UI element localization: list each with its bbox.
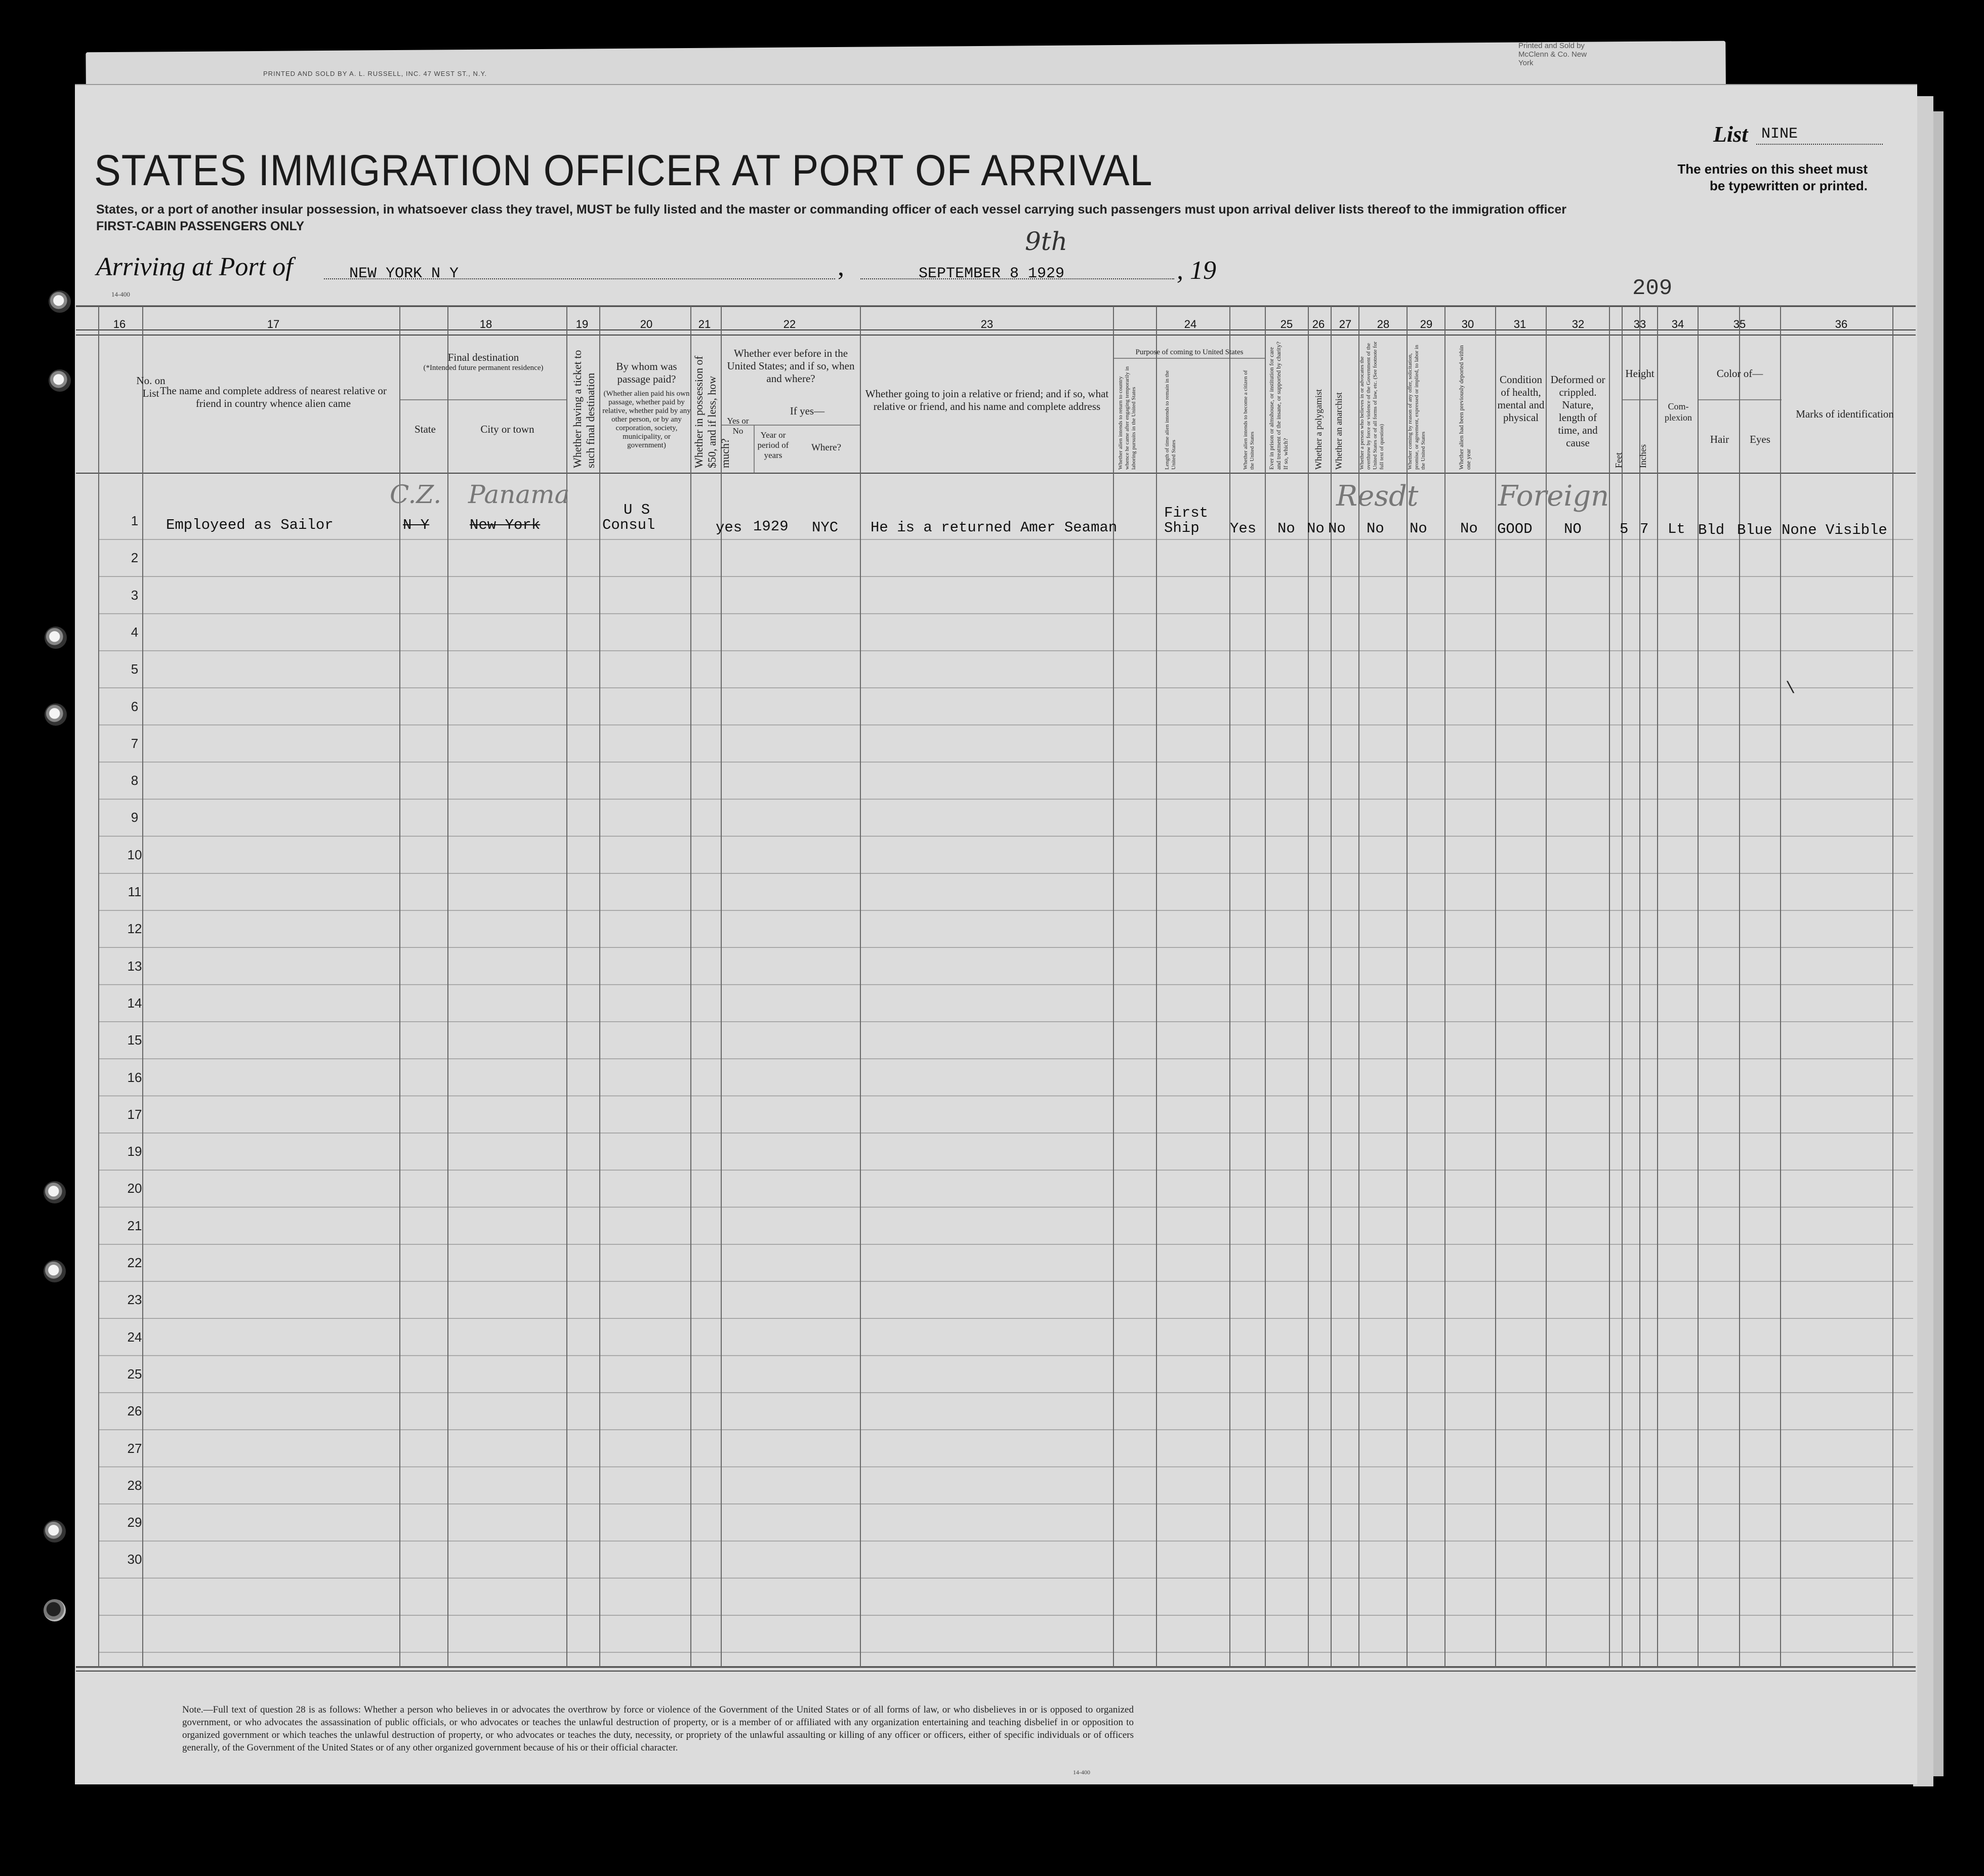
header-marks: Marks of identification [1796, 408, 1894, 420]
row-number: 10 [127, 847, 142, 862]
row-number: 21 [127, 1218, 142, 1233]
year-label: , 19 [1177, 256, 1216, 285]
footnote-question-28: Note.—Full text of question 28 is as follows: Whether a person who believes in or advocates the overthrow by force or violence of the Government of the United States or of all forms of law, or who disbelieves in or is opposed to organized government, or who advocates the assassination of public officials, or who advocates or teaches the unlawful destruction of property, or is a member of or affiliated with any organization entertaining and teaching disbelief in or opposition to organized government or which teaches the unlawful destruction of property, or who advocates or teaches the duty, necessity, or propriety of the unlawful assaulting or killing of any officer or officers, either of specific individuals or of officers generally, of the Government of the United States or of any other organized government because of his or their official character. [182, 1704, 1134, 1753]
page-number: 209 [1632, 276, 1673, 301]
cell-where: NYC [812, 519, 839, 536]
row-number: 17 [127, 1106, 142, 1122]
cell-eyes: Blue [1737, 522, 1772, 538]
header-if-yes: If yes— [790, 405, 825, 417]
header-purpose: Purpose of coming to United States [1135, 348, 1244, 356]
cell-marks: None Visible [1782, 522, 1887, 538]
header-passage-paid [602, 360, 691, 450]
row-number: 3 [131, 587, 139, 603]
column-number: 27 [1339, 318, 1352, 330]
cell-anarchist: No [1328, 520, 1346, 537]
cell-hair: Bld [1698, 522, 1725, 538]
header-where: Where? [811, 442, 842, 453]
handwritten-date-correction: 9th [1025, 227, 1068, 256]
stray-mark: \ [1786, 679, 1796, 698]
header-anarchist: Whether an anarchist [1334, 392, 1344, 470]
row-number: 11 [128, 884, 142, 899]
header-color-of: Color of— [1716, 367, 1763, 380]
column-number: 36 [1835, 318, 1848, 330]
row-number: 20 [127, 1181, 142, 1196]
row-number: 28 [127, 1477, 142, 1493]
year-prefix: 19 [1190, 256, 1216, 285]
column-number: 25 [1280, 318, 1293, 330]
binder-hole [49, 369, 71, 392]
header-nearest-relative: The name and complete address of nearest relative or friend in country whence alien came [160, 385, 387, 409]
binder-hole [44, 1260, 66, 1282]
instructions-text: States, or a port of another insular possession, in whatsoever class they travel, MUST be fully listed and the master or commanding officer of each vessel carrying such passengers must upon arrival deliver lists thereof to the immigration officer [96, 202, 1566, 217]
binder-hole [44, 1181, 66, 1203]
cell-inches: 7 [1640, 521, 1649, 537]
row-number: 15 [127, 1032, 142, 1048]
typewritten-notice-line: be typewritten or printed. [1709, 178, 1868, 193]
cell-length-line1: First [1164, 505, 1209, 521]
header-polygamist: Whether a polygamist [1313, 389, 1324, 470]
arrival-date-value: SEPTEMBER 8 1929 [919, 265, 1065, 282]
header-possession-50: Whether in possession of $50, and if less, how much? [692, 356, 731, 468]
handwritten-foreign: Foreign [1498, 480, 1609, 513]
page-title: STATES IMMIGRATION OFFICER AT PORT OF ARRIVAL [94, 146, 1153, 195]
column-number: 17 [267, 318, 280, 330]
header-hair: Hair [1710, 433, 1729, 445]
cell-labor-offer: No [1410, 520, 1427, 537]
header-final-destination-label: Final destination [447, 351, 519, 363]
header-year-period: Year or period of years [757, 430, 789, 460]
row-number: 14 [127, 995, 142, 1011]
column-number: 34 [1671, 318, 1684, 330]
cell-complexion: Lt [1668, 521, 1685, 537]
row-number: 12 [127, 921, 142, 937]
cell-feet: 5 [1620, 521, 1629, 537]
cell-health: GOOD [1497, 521, 1533, 537]
column-number: 31 [1513, 318, 1526, 330]
cell-deported: No [1460, 520, 1478, 537]
column-number: 28 [1377, 318, 1390, 330]
header-inches: Inches [1638, 444, 1648, 468]
form-number: 14-400 [111, 290, 130, 298]
header-final-destination-note: (*Intended future permanent residence) [423, 364, 544, 372]
header-health: Condition of health, mental and physical [1497, 373, 1545, 424]
footer-form-number: 14-400 [1073, 1769, 1090, 1776]
row-number: 2 [131, 550, 139, 566]
cell-year: 1929 [753, 518, 789, 535]
header-deported: Whether alien had been previously deported within one year [1458, 345, 1472, 470]
column-number: 26 [1312, 318, 1325, 330]
header-complexion: Com-plexion [1665, 401, 1692, 423]
header-ticket: Whether having a ticket to such final destination [571, 350, 597, 468]
column-number: 21 [698, 318, 711, 330]
header-labor-offer: Whether coming by reason of any offer, solicitation, promise, or agreement, expressed or implied, to labor in the United States [1407, 345, 1426, 470]
column-number: 29 [1420, 318, 1433, 330]
back-sheet-printer-text: PRINTED AND SOLD BY A. L. RUSSELL, INC. 47 WEST ST., N.Y. [263, 70, 487, 77]
column-number: 20 [640, 318, 653, 330]
row-number: 19 [127, 1144, 142, 1159]
cabin-class-label: FIRST-CABIN PASSENGERS ONLY [96, 219, 305, 233]
column-number: 19 [575, 318, 589, 330]
header-feet: Feet [1614, 452, 1624, 468]
typewritten-notice-line: The entries on this sheet must [1677, 161, 1868, 177]
list-number-value: NINE [1761, 126, 1798, 143]
handwritten-city: Panama [468, 480, 570, 509]
handwritten-resident: Resdt [1336, 480, 1419, 513]
arriving-label: Arriving at Port of [96, 253, 293, 281]
binder-hole [44, 1520, 66, 1543]
row-number: 9 [131, 810, 139, 825]
header-prison: Ever in prison or almshouse, or institution for care and treatment of the insane, or supported by charity? If so, which? [1268, 342, 1289, 470]
column-number: 35 [1733, 318, 1746, 330]
row-number: 24 [127, 1329, 142, 1345]
row-number: 1 [131, 513, 139, 528]
separator: , [838, 253, 844, 281]
header-yes-or-no: Yes or No [727, 416, 749, 436]
header-purpose-length: Length of time alien intends to remain in the United States [1164, 370, 1177, 470]
row-number: 25 [127, 1366, 142, 1382]
row-number: 5 [131, 661, 139, 677]
header-state: State [415, 423, 436, 435]
header-no-on-list: No. on List [136, 374, 166, 399]
column-number: 18 [479, 318, 492, 330]
column-number: 30 [1461, 318, 1474, 330]
cell-been-before: yes [716, 519, 742, 536]
cell-city: New York [470, 517, 541, 533]
row-number: 30 [127, 1552, 142, 1567]
back-sheet-printer-mark: Printed and Sold by McClenn & Co. New York [1518, 41, 1587, 67]
cell-state: N Y [403, 517, 430, 533]
row-number: 6 [131, 698, 139, 714]
cell-paid-by-line1: U S [624, 502, 650, 518]
binder-hole [49, 290, 71, 313]
header-height: Height [1625, 367, 1655, 380]
column-number: 32 [1572, 318, 1585, 330]
binder-hole [45, 627, 67, 649]
port-value: NEW YORK N Y [349, 265, 459, 282]
column-number: 16 [113, 318, 126, 330]
header-question-28: Whether a person who believes in or advocates the overthrow by force or violence of the Government of the United States or of all forms of law, etc. (See footnote for full text of question) [1359, 341, 1385, 470]
row-number: 27 [127, 1440, 142, 1456]
row-number: 16 [127, 1069, 142, 1085]
row-number: 13 [127, 958, 142, 974]
column-number: 24 [1184, 318, 1197, 330]
list-label: List [1713, 122, 1748, 147]
cell-nearest-relative: Employeed as Sailor [166, 517, 334, 533]
row-number: 7 [131, 735, 139, 751]
cell-length-line2: Ship [1164, 520, 1200, 536]
header-purpose-return: Whether alien intends to return to country whence he came after engaging temporarily in laboring pursuits in the United States [1118, 366, 1137, 470]
header-deformed: Deformed or crippled. Nature, length of time, and cause [1550, 373, 1605, 449]
row-number: 8 [131, 773, 139, 788]
header-city-or-town: City or town [480, 423, 534, 435]
binder-hole [44, 1599, 66, 1621]
column-number: 33 [1633, 318, 1646, 330]
row-number: 23 [127, 1292, 142, 1308]
cell-prison: No [1277, 520, 1295, 537]
row-number: 26 [127, 1403, 142, 1419]
cell-paid-by-line2: Consul [602, 517, 655, 533]
cell-polygamist: No [1307, 520, 1325, 537]
header-passage-paid-label: By whom was passage paid? [616, 360, 677, 385]
row-number: 22 [127, 1255, 142, 1270]
header-joining-relative: Whether going to join a relative or friend; and if so, what relative or friend, and his name and complete address [865, 388, 1109, 412]
column-number: 23 [980, 318, 994, 330]
header-passage-paid-note: (Whether alien paid his own passage, whether paid by relative, whether paid by any other person, or by any corporation, society, municipality, or government) [602, 390, 691, 449]
cell-citizen: Yes [1230, 520, 1257, 537]
header-been-before: Whether ever before in the United States; and if so, when and where? [727, 347, 855, 385]
cell-question-28: No [1367, 520, 1384, 537]
row-number: 4 [131, 624, 139, 640]
binder-hole [45, 703, 67, 726]
cell-deformed: NO [1564, 521, 1582, 537]
header-purpose-citizen: Whether alien intends to become a citizen of the United States [1243, 370, 1255, 470]
handwritten-state: C.Z. [390, 480, 442, 509]
header-eyes: Eyes [1750, 433, 1770, 445]
header-final-destination [401, 351, 566, 372]
row-number: 29 [127, 1515, 142, 1530]
column-number: 22 [783, 318, 796, 330]
cell-joining: He is a returned Amer Seaman [871, 519, 1118, 536]
